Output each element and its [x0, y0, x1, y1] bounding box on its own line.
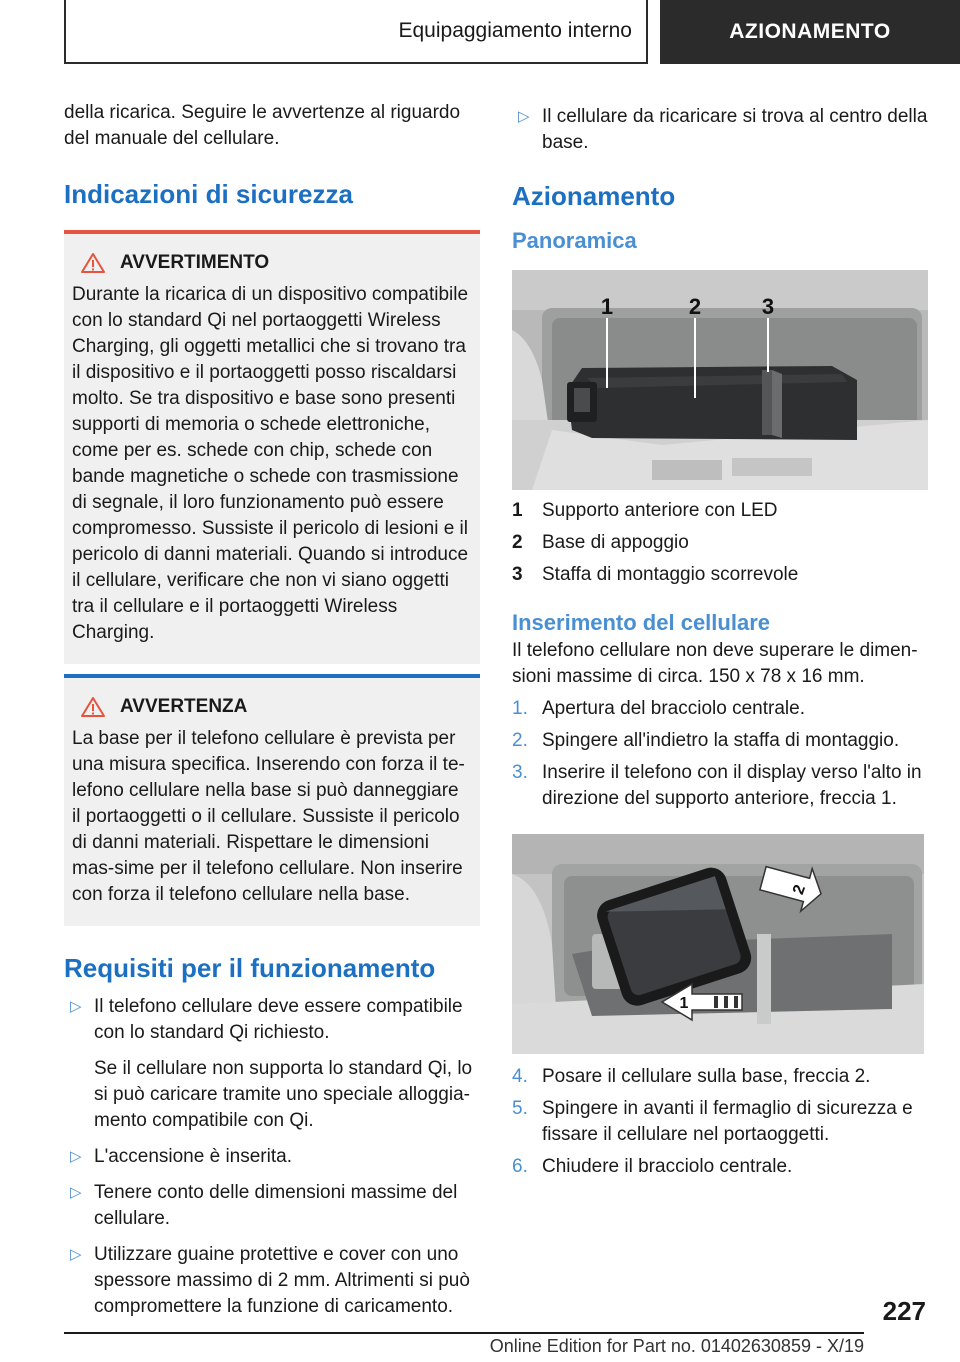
step-item: [512, 1154, 928, 1180]
legend-number: 2: [512, 532, 523, 553]
step-item: [512, 1096, 928, 1148]
warning-box: [64, 230, 480, 664]
bullet-marker: ▷: [70, 1184, 82, 1201]
safety-heading: Indicazioni di sicurezza: [64, 179, 353, 209]
requirements-list: [64, 994, 480, 1320]
page-number: 227: [882, 1296, 926, 1326]
requirement-text: Il telefono cellulare deve essere compatibile con lo standard Qi richiesto.: [94, 996, 463, 1043]
step-item: [512, 1064, 928, 1090]
edition-note: Online Edition for Part no. 01402630859 - X/19: [489, 1336, 864, 1356]
right-column: [512, 100, 928, 1180]
step-text: Apertura del bracciolo centrale.: [542, 698, 805, 719]
legend-item: [512, 498, 928, 524]
step-number: 1.: [512, 698, 528, 719]
step-number: 4.: [512, 1066, 528, 1087]
requirement-extra: Se il cellulare non supporta lo standard Qi, lo si può caricare tramite uno speciale alloggia‐mento compatibile con Qi.: [94, 1058, 473, 1131]
insert-arrow-label-2: 2: [790, 882, 810, 897]
intro-text: della ricarica. Seguire le avvertenze al riguardo del manuale del cellulare.: [64, 102, 461, 149]
list-item: [512, 104, 928, 156]
warning-text: Durante la ricarica di un dispositivo compatibile con lo standard Qi nel portaoggetti Wireless Charging, gli oggetti metallici che si trovano tra il dispositivo e il portaoggetti posso riscaldarsi molto. Se tra dispositivo e base sono presenti supporti di memoria o schede elettroniche, come per es. schede con chip, schede con bande magnetiche o schede con trasmissione di segnale, il loro funzionamento può essere compromesso. Sussiste il pericolo di lesioni e il pericolo di danni materiali. Quando si introduce il cellulare, verificare che non vi siano oggetti tra il cellulare e il portaoggetti Wireless Charging.: [72, 284, 469, 643]
requirements-heading: Requisiti per il funzionamento: [64, 953, 436, 983]
legend-number: 1: [512, 500, 523, 521]
legend-number: 3: [512, 564, 523, 585]
overview-callout-1: 1: [600, 294, 614, 319]
header-chapter-label: AZIONAMENTO: [729, 20, 891, 43]
list-item: [64, 994, 480, 1134]
legend-item: [512, 562, 928, 588]
list-item: [64, 1180, 480, 1232]
requirement-text: Tenere conto delle dimensioni massime del cellulare.: [94, 1182, 458, 1229]
header-chapter-tab: [660, 0, 960, 64]
step-text: Chiudere il bracciolo centrale.: [542, 1156, 793, 1177]
step-item: [512, 728, 928, 754]
step-item: [512, 696, 928, 722]
step-text: Inserire il telefono con il display verso l'alto in direzione del supporto anteriore, freccia 1.: [542, 762, 922, 809]
legend-item: [512, 530, 928, 556]
step-item: [512, 760, 928, 812]
warning-triangle-icon: [80, 252, 106, 274]
caution-text: La base per il telefono cellulare è prevista per una misura specifica. Inserendo con forza il te‐lefono cellulare nella base si può danneggiare il portaoggetti o il cellulare. Sussiste il pericolo di danni materiali. Rispettare le dimensioni mas‐sime per il telefono cellulare. Non inserire con forza il telefono cellulare nella base.: [72, 728, 465, 905]
requirement-text: Utilizzare guaine protettive e cover con uno spessore massimo di 2 mm. Altrimenti si può compromettere la funzione di caricamento.: [94, 1244, 470, 1317]
warning-title-text: AVVERTIMENTO: [120, 252, 270, 273]
step-number: 6.: [512, 1156, 528, 1177]
step-number: 2.: [512, 730, 528, 751]
bullet-marker: ▷: [518, 108, 530, 125]
step-text: Posare il cellulare sulla base, freccia 2.: [542, 1066, 871, 1087]
step-text: Spingere all'indietro la staffa di montaggio.: [542, 730, 900, 751]
legend-text: Supporto anteriore con LED: [542, 500, 778, 521]
caution-title-text: AVVERTENZA: [120, 696, 248, 717]
insert-heading: Inserimento del cellulare: [512, 610, 770, 635]
left-column: [64, 100, 480, 1320]
insert-arrow-label-1: 1: [679, 995, 689, 1012]
caution-triangle-icon: [80, 696, 106, 718]
footer-divider: [64, 1332, 864, 1334]
overview-photo: [512, 270, 928, 490]
legend-text: Base di appoggio: [542, 532, 689, 553]
caution-title: [72, 694, 472, 720]
legend-text: Staffa di montaggio scorrevole: [542, 564, 799, 585]
overview-legend: [512, 498, 928, 588]
steps-list-a: [512, 696, 928, 812]
bullet-marker: ▷: [70, 1148, 82, 1165]
insert-intro: Il telefono cellulare non deve superare le dimen‐sioni massime di circa. 150 x 78 x 16 mm.: [512, 640, 918, 687]
step-number: 3.: [512, 762, 528, 783]
requirement-text: L'accensione è inserita.: [94, 1146, 292, 1167]
bullet-marker: ▷: [70, 998, 82, 1015]
warning-title: [72, 250, 472, 276]
steps-list-b: [512, 1064, 928, 1180]
list-item: [64, 1242, 480, 1320]
list-item: [64, 1144, 480, 1170]
overview-callout-3: 3: [761, 294, 775, 319]
step-text: Spingere in avanti il fermaglio di sicurezza e fissare il cellulare nel portaoggetti.: [542, 1098, 913, 1145]
header-section-tab: [64, 0, 648, 64]
insert-photo: [512, 834, 924, 1054]
header-section-label: Equipaggiamento interno: [398, 19, 632, 42]
caution-box: [64, 674, 480, 926]
operation-heading: Azionamento: [512, 181, 676, 211]
bullet-marker: ▷: [70, 1246, 82, 1263]
requirement-continued-text: Il cellulare da ricaricare si trova al centro della base.: [542, 106, 928, 153]
overview-callout-2: 2: [688, 294, 702, 319]
overview-heading: Panoramica: [512, 228, 637, 253]
step-number: 5.: [512, 1098, 528, 1119]
